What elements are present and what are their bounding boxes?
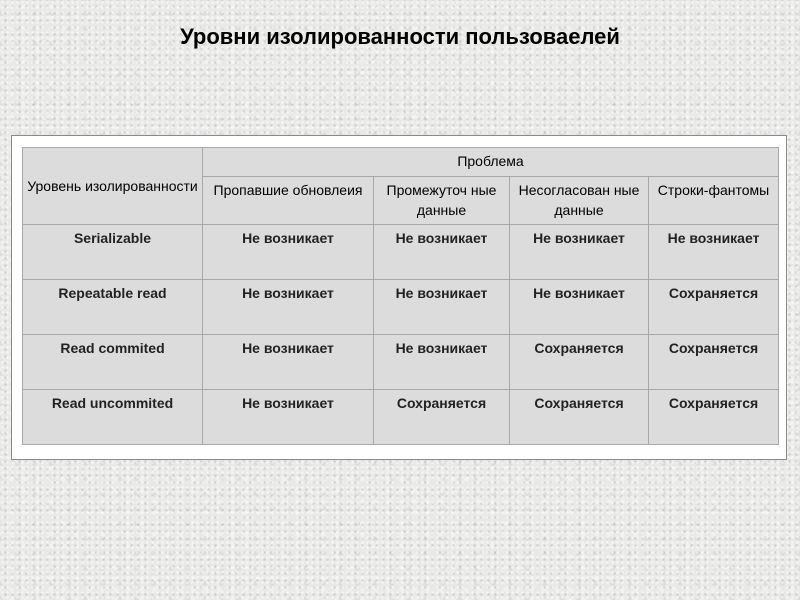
table-cell: Не возникает: [203, 335, 374, 390]
table-cell: Не возникает: [203, 280, 374, 335]
column-header: Несогласован ные данные: [510, 177, 649, 225]
column-header: Строки-фантомы: [649, 177, 779, 225]
table-cell: Не возникает: [203, 225, 374, 280]
table-cell: Не возникает: [510, 225, 649, 280]
table-cell: Сохраняется: [649, 390, 779, 445]
table-row: [23, 390, 779, 445]
header-problem: Проблема: [203, 148, 779, 177]
table-cell: Сохраняется: [649, 335, 779, 390]
row-level: Read commited: [23, 335, 203, 390]
isolation-levels-table: [22, 147, 779, 445]
table-row: [23, 225, 779, 280]
table-frame: [11, 135, 787, 460]
table-cell: Не возникает: [374, 335, 510, 390]
row-level: Serializable: [23, 225, 203, 280]
table-cell: Сохраняется: [510, 390, 649, 445]
header-isolation-level: Уровень изолированности: [23, 148, 203, 225]
table-row: [23, 335, 779, 390]
table-cell: Не возникает: [374, 280, 510, 335]
column-header: Промежуточ ные данные: [374, 177, 510, 225]
table-cell: Сохраняется: [649, 280, 779, 335]
table-cell: Сохраняется: [510, 335, 649, 390]
page-title: Уровни изолированности пользоваелей: [180, 24, 620, 49]
table-cell: Не возникает: [510, 280, 649, 335]
column-header: Пропавшие обновлеия: [203, 177, 374, 225]
table-cell: Не возникает: [649, 225, 779, 280]
table-cell: Не возникает: [203, 390, 374, 445]
row-level: Repeatable read: [23, 280, 203, 335]
row-level: Read uncommited: [23, 390, 203, 445]
table-cell: Сохраняется: [374, 390, 510, 445]
table-cell: Не возникает: [374, 225, 510, 280]
table-row: [23, 280, 779, 335]
